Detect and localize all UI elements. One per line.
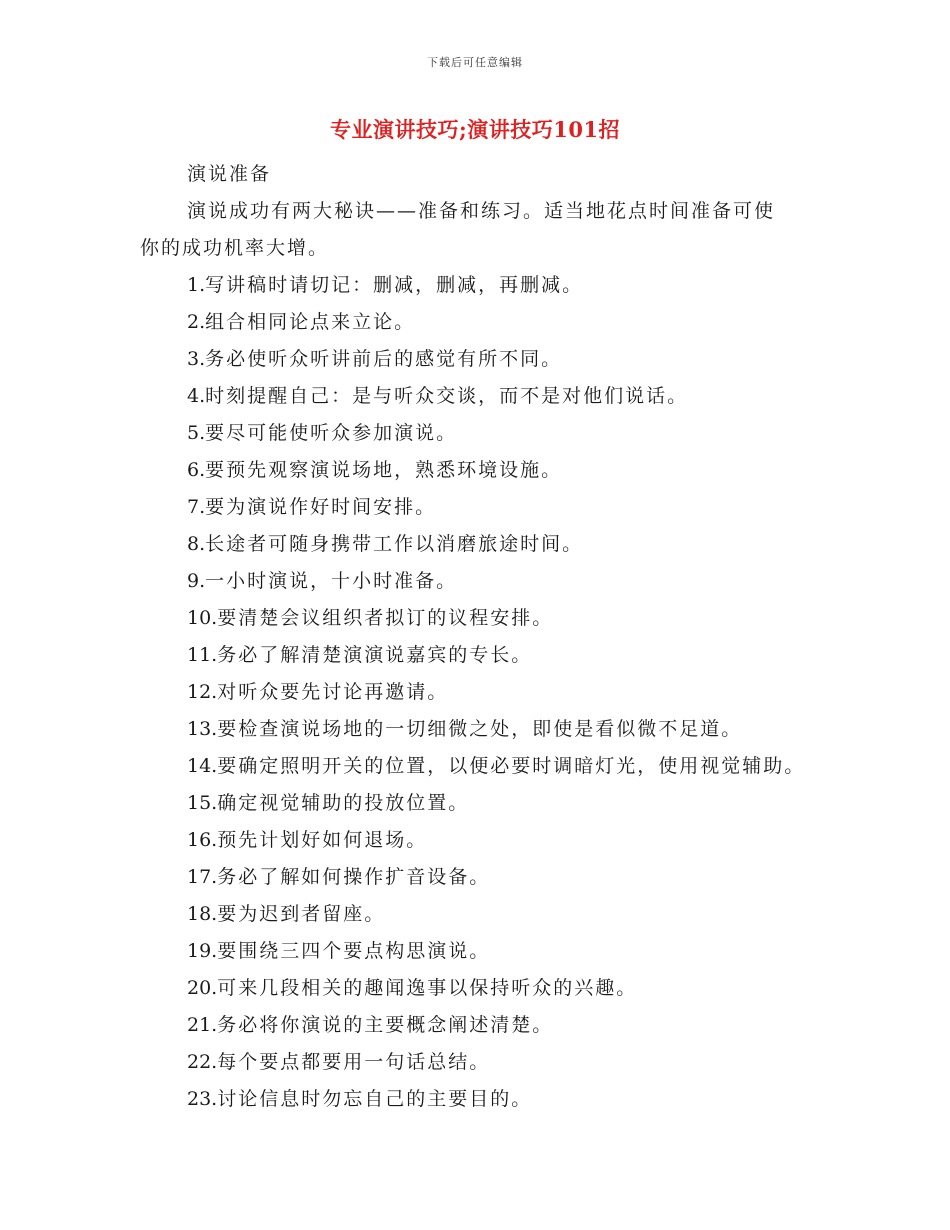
list-item-text: 每个要点都要用一句话总结。 [217,1051,491,1073]
list-item [140,526,830,563]
list-item-text: 对听众要先讨论再邀请。 [217,681,449,703]
list-item-number: 10. [187,607,218,629]
list-item-number: 18. [187,903,218,925]
list-item [140,637,830,674]
list-item-text: 务必将你演说的主要概念阐述清楚。 [217,1014,554,1036]
list-item-text: 时刻提醒自己：是与听众交谈，而不是对他们说话。 [205,385,689,407]
list-item [140,489,830,526]
list-item-number: 14. [187,755,218,777]
list-item-text: 务必了解如何操作扩音设备。 [217,866,491,888]
list-item [140,452,830,489]
list-item [140,674,830,711]
list-item-text: 要为演说作好时间安排。 [205,496,437,518]
list-item [140,267,830,304]
list-item-number: 19. [187,940,218,962]
list-item [140,378,830,415]
list-item [140,600,830,637]
list-item-number: 3. [187,348,206,370]
list-item-text: 要检查演说场地的一切细微之处，即使是看似微不足道。 [217,718,743,740]
list-item-number: 17. [187,866,218,888]
list-item [140,859,830,896]
list-item-text: 务必了解清楚演演说嘉宾的专长。 [217,644,533,666]
list-item [140,1044,830,1081]
list-item-text: 要确定照明开关的位置，以便必要时调暗灯光，使用视觉辅助。 [217,755,806,777]
list-item-number: 16. [187,829,218,851]
list-item-text: 要尽可能使听众参加演说。 [205,422,458,444]
document-body [140,156,830,1118]
list-item-number: 11. [187,644,218,666]
list-item [140,563,830,600]
header-note: 下载后可任意编辑 [427,56,523,69]
list-item-number: 13. [187,718,218,740]
list-item-number: 21. [187,1014,218,1036]
list-item-text: 要清楚会议组织者拟订的议程安排。 [217,607,554,629]
list-item-text: 要为迟到者留座。 [217,903,386,925]
list-item-number: 15. [187,792,218,814]
list-item-number: 9. [187,570,206,592]
list-item-text: 讨论信息时勿忘自己的主要目的。 [217,1088,533,1110]
list-item-number: 5. [187,422,206,444]
list-item [140,415,830,452]
list-item-number: 4. [187,385,206,407]
list-item [140,711,830,748]
list-item-text: 写讲稿时请切记：删减，删减，再删减。 [205,274,584,296]
list-item-text: 要围绕三四个要点构思演说。 [217,940,491,962]
list-item-number: 1. [187,274,206,296]
intro-paragraph-line-1: 演说成功有两大秘诀——准备和练习。适当地花点时间准备可使 [187,200,776,222]
list-item-text: 预先计划好如何退场。 [217,829,428,851]
list-item-text: 长途者可随身携带工作以消磨旅途时间。 [205,533,584,555]
list-item-text: 务必使听众听讲前后的感觉有所不同。 [205,348,563,370]
list-item [140,933,830,970]
list-item-number: 7. [187,496,206,518]
list-item-number: 2. [187,311,206,333]
list-item-number: 8. [187,533,206,555]
list-item-text: 组合相同论点来立论。 [205,311,416,333]
list-item-text: 可来几段相关的趣闻逸事以保持听众的兴趣。 [217,977,638,999]
list-item [140,785,830,822]
list-item [140,822,830,859]
list-item [140,1081,830,1118]
list-item-number: 23. [187,1088,218,1110]
list-item [140,304,830,341]
list-item-number: 6. [187,459,206,481]
list-item [140,970,830,1007]
list-item [140,341,830,378]
list-item-text: 要预先观察演说场地，熟悉环境设施。 [205,459,563,481]
list-item [140,896,830,933]
intro-paragraph-line-2: 你的成功机率大增。 [140,237,330,259]
document-title: 专业演讲技巧;演讲技巧101招 [329,117,621,142]
tips-list [140,267,830,1118]
section-heading: 演说准备 [187,163,272,185]
list-item [140,748,830,785]
list-item-text: 确定视觉辅助的投放位置。 [217,792,470,814]
list-item-number: 12. [187,681,218,703]
list-item-text: 一小时演说，十小时准备。 [205,570,458,592]
list-item [140,1007,830,1044]
list-item-number: 20. [187,977,218,999]
list-item-number: 22. [187,1051,218,1073]
